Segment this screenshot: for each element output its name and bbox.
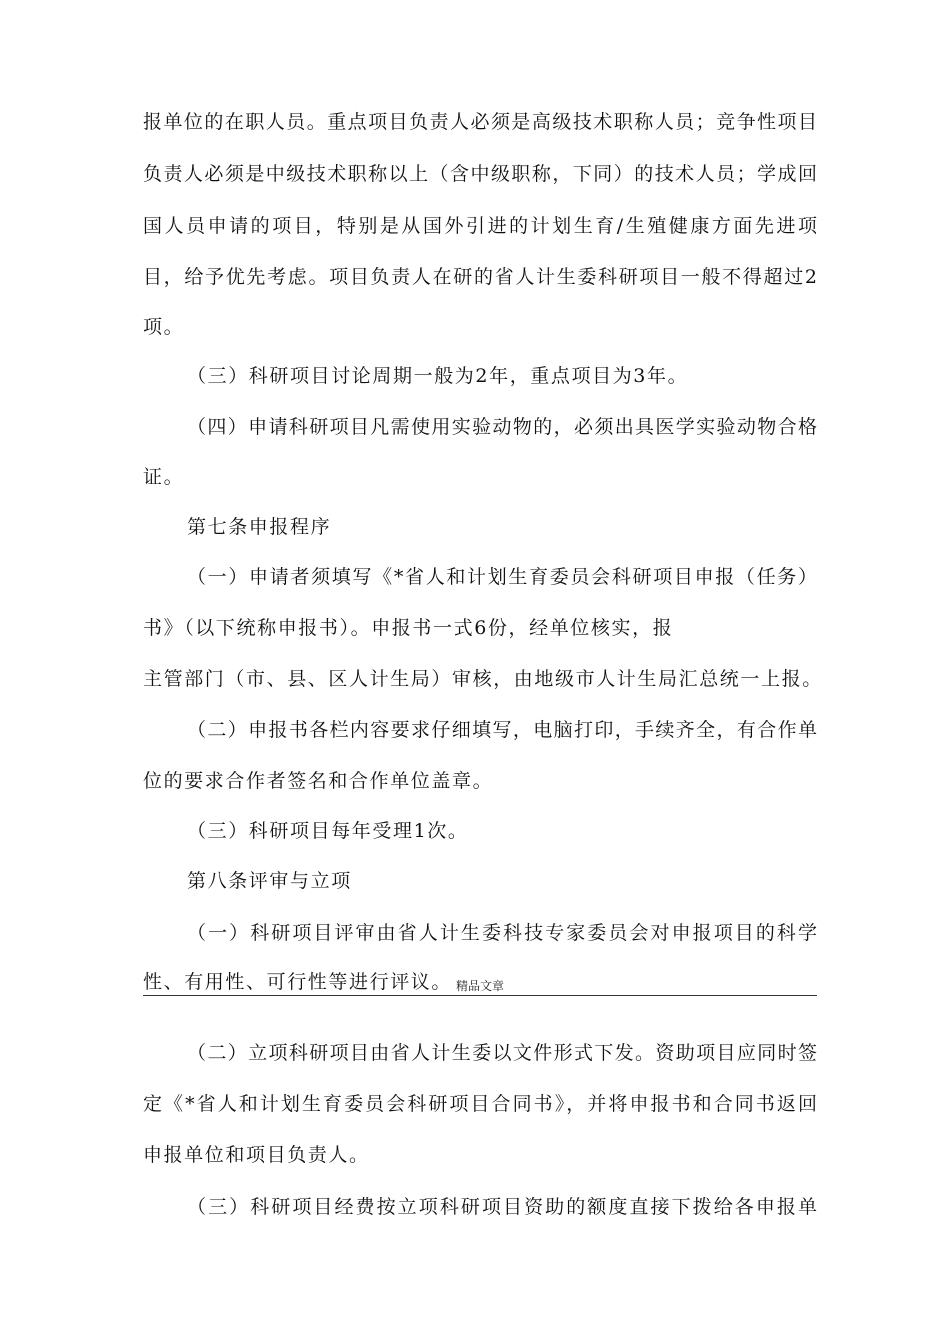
paragraph-line: 报单位的在职人员。重点项目负责人必须是高级技术职称人员；竞争性项目: [143, 111, 817, 133]
paragraph-line: 主管部门（市、县、区人计生局）审核，由地级市人计生局汇总统一上报。: [143, 668, 823, 690]
paragraph-line: 目，给予优先考虑。项目负责人在研的省人计生委科研项目一般不得超过2: [143, 266, 817, 288]
paragraph-line: 书》（以下统称申报书）。申报书一式6份，经单位核实，报: [143, 617, 674, 639]
paragraph-line: 定《*省人和计划生育委员会科研项目合同书》，并将申报书和合同书返回: [143, 1093, 817, 1115]
paragraph-line: 证。: [143, 466, 185, 488]
paragraph-line: （四）申请科研项目凡需使用实验动物的，必须出具医学实验动物合格: [187, 416, 817, 438]
paragraph-line: （三）科研项目经费按立项科研项目资助的额度直接下拨给各申报单: [187, 1196, 817, 1218]
paragraph-line: 负责人必须是中级技术职称以上（含中级职称，下同）的技术人员；学成回: [143, 163, 817, 185]
paragraph-line: 位的要求合作者签名和合作单位盖章。: [143, 770, 494, 792]
paragraph-line: （三）科研项目讨论周期一般为2年，重点项目为3年。: [187, 365, 689, 387]
paragraph-line: 申报单位和项目负责人。: [143, 1144, 370, 1166]
paragraph-line: 项。: [143, 316, 185, 338]
section-heading: 第七条申报程序: [187, 516, 332, 538]
paragraph-line: （一）申请者须填写《*省人和计划生育委员会科研项目申报（任务）: [187, 566, 817, 588]
paragraph-line: 性、有用性、可行性等进行评议。: [143, 971, 453, 993]
paragraph-line: （三）科研项目每年受理1次。: [187, 820, 469, 842]
paragraph-line: 国人员申请的项目，特别是从国外引进的计划生育/生殖健康方面先进项: [143, 215, 817, 237]
footer-divider: [143, 995, 817, 996]
section-heading: 第八条评审与立项: [187, 870, 352, 892]
footer-label: 精品文章: [455, 979, 504, 993]
paragraph-line: （二）申报书各栏内容要求仔细填写，电脑打印，手续齐全，有合作单: [187, 719, 817, 741]
paragraph-line: （二）立项科研项目由省人计生委以文件形式下发。资助项目应同时签: [187, 1042, 817, 1064]
paragraph-line: （一）科研项目评审由省人计生委科技专家委员会对申报项目的科学: [187, 922, 817, 944]
